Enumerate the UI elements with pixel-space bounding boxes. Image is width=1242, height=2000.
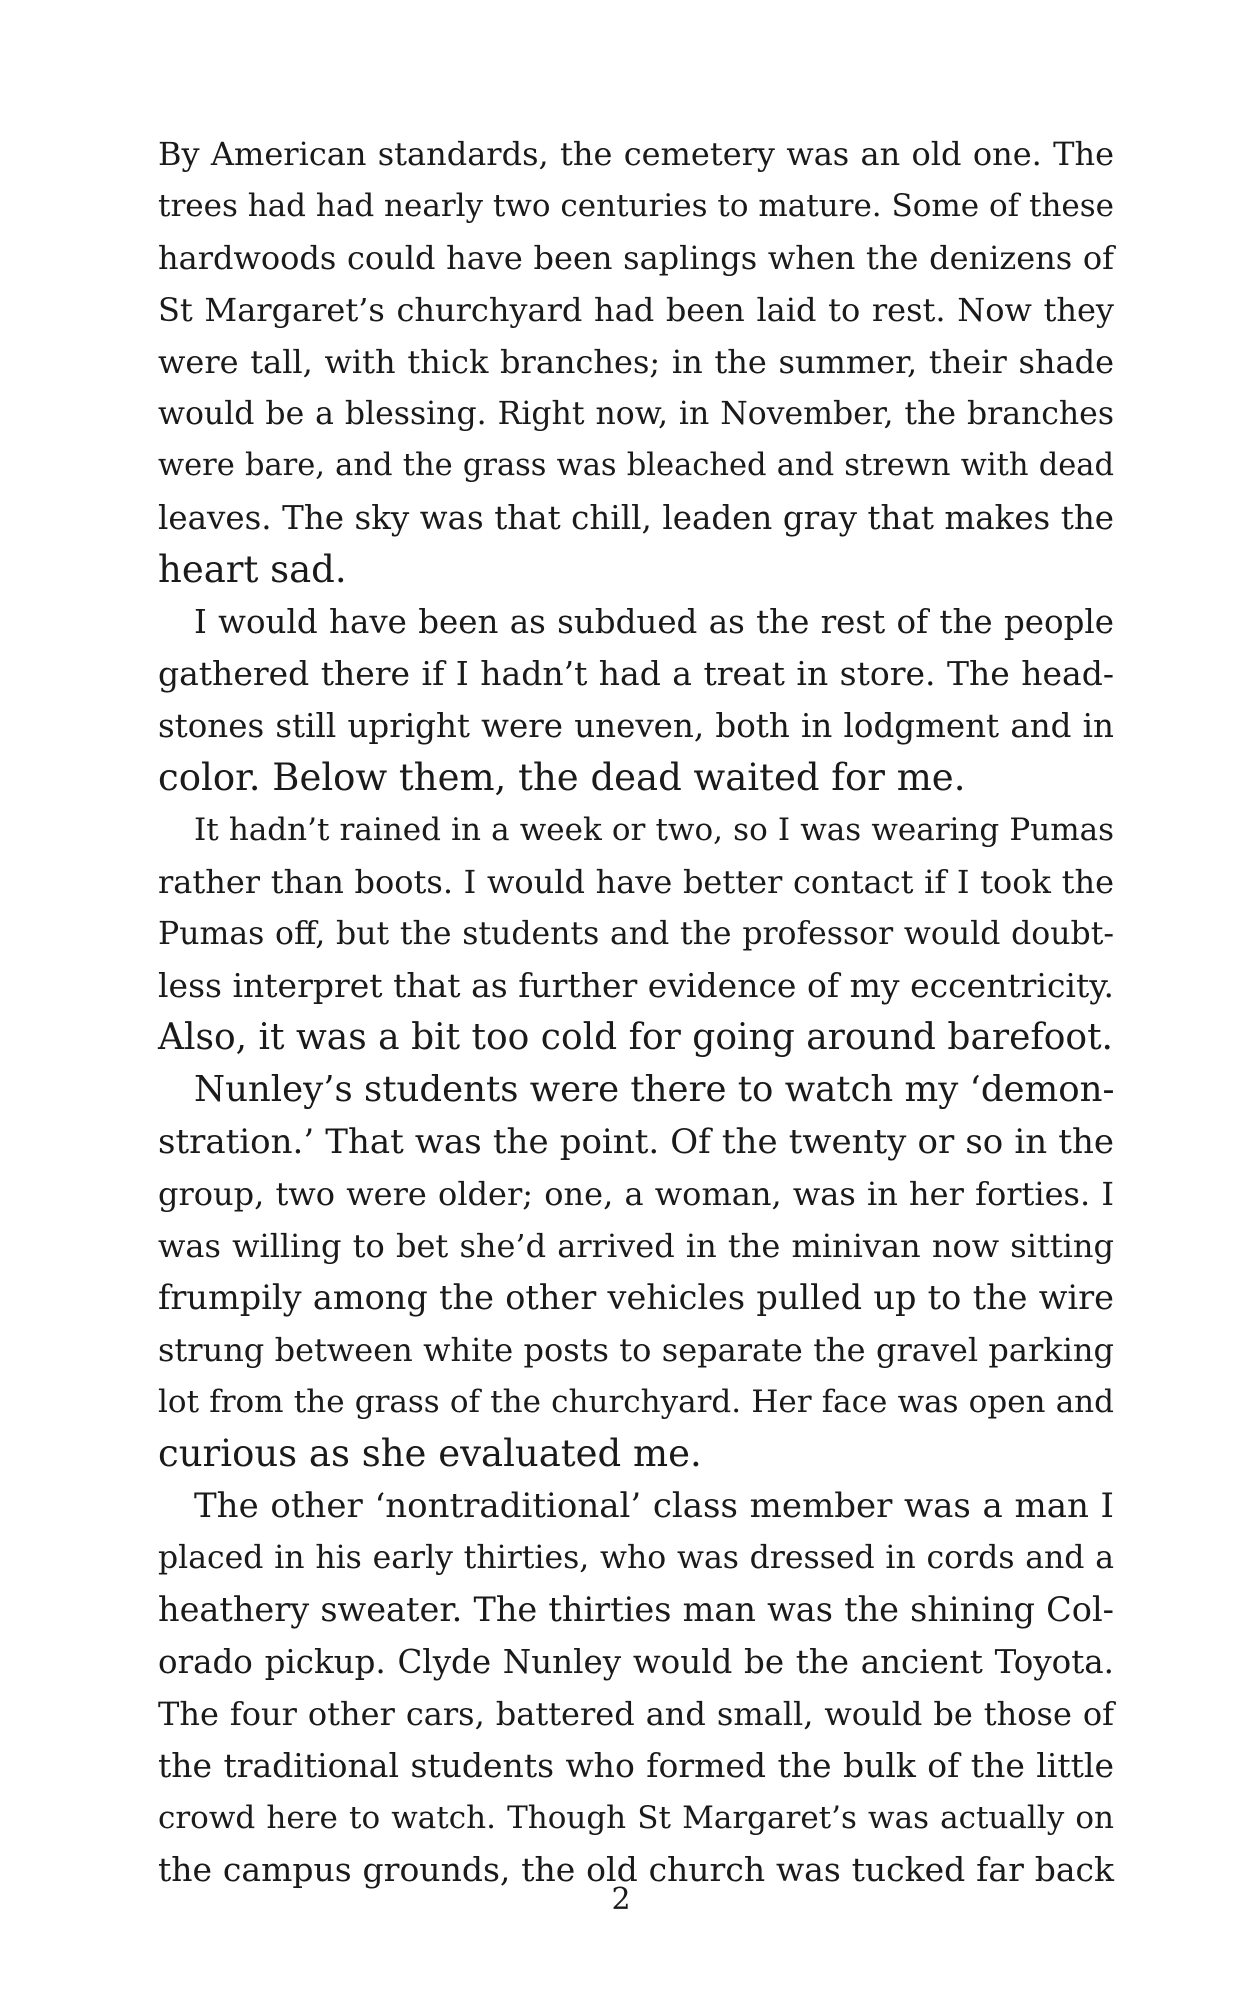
- book-page-text: [158, 128, 1114, 1896]
- paragraph-4: [158, 1064, 1114, 1480]
- text-line: the traditional students who formed the bulk of the little: [158, 1746, 1114, 1785]
- text-line: trees had had nearly two centuries to mature. Some of these: [158, 188, 1115, 224]
- text-line: leaves. The sky was that chill, leaden gray that makes the: [158, 499, 1114, 537]
- text-line: orado pickup. Clyde Nunley would be the ancient Toyota.: [158, 1643, 1114, 1681]
- text-line: Pumas off, but the students and the professor would doubt-: [158, 916, 1114, 952]
- page-number: 2: [611, 1882, 631, 1917]
- text-line: Also, it was a bit too cold for going around barefoot.: [158, 1017, 1114, 1058]
- text-line: I would have been as subdued as the rest of the people: [194, 603, 1114, 641]
- text-line: color. Below them, the dead waited for me.: [158, 756, 966, 799]
- text-line: would be a blessing. Right now, in November, the branches: [158, 396, 1114, 432]
- text-line: stones still upright were uneven, both in lodgment and in: [158, 707, 1114, 745]
- text-line: strung between white posts to separate the gravel parking: [158, 1331, 1114, 1369]
- text-line: the campus grounds, the old church was tucked far back: [158, 1850, 1114, 1889]
- paragraph-3: [158, 804, 1114, 1064]
- text-line: were tall, with thick branches; in the summer, their shade: [158, 343, 1114, 381]
- text-line: were bare, and the grass was bleached and strewn with dead: [158, 448, 1114, 483]
- text-line: group, two were older; one, a woman, was in her forties. I: [158, 1175, 1114, 1213]
- text-line: It hadn’t rained in a week or two, so I was wearing Pumas: [194, 812, 1114, 848]
- text-line: placed in his early thirties, who was dressed in cords and a: [158, 1540, 1114, 1576]
- text-line: St Margaret’s churchyard had been laid to rest. Now they: [158, 291, 1114, 329]
- text-line: heathery sweater. The thirties man was the shining Col-: [158, 1590, 1114, 1629]
- text-line: gathered there if I hadn’t had a treat in store. The head-: [158, 654, 1114, 693]
- text-line: By American standards, the cemetery was an old one. The: [158, 135, 1114, 173]
- text-line: less interpret that as further evidence of my eccentricity.: [158, 966, 1114, 1005]
- text-line: was willing to bet she’d arrived in the minivan now sitting: [158, 1227, 1114, 1265]
- text-line: Nunley’s students were there to watch my ‘demon-: [194, 1069, 1115, 1110]
- text-line: stration.’ That was the point. Of the twenty or so in the: [158, 1122, 1114, 1162]
- text-line: frumpily among the other vehicles pulled up to the wire: [158, 1278, 1114, 1317]
- text-line: crowd here to watch. Though St Margaret’s was actually on: [158, 1800, 1114, 1836]
- text-line: curious as she evaluated me.: [158, 1432, 702, 1475]
- text-line: heart sad.: [158, 548, 347, 591]
- text-line: hardwoods could have been saplings when the denizens of: [158, 239, 1114, 277]
- paragraph-5: [158, 1480, 1114, 1896]
- text-line: The other ‘nontraditional’ class member was a man I: [194, 1486, 1114, 1526]
- paragraph-2: [158, 596, 1114, 804]
- text-line: The four other cars, battered and small, would be those of: [158, 1695, 1114, 1733]
- text-line: rather than boots. I would have better contact if I took the: [158, 863, 1114, 901]
- text-line: lot from the grass of the churchyard. Her face was open and: [158, 1384, 1114, 1420]
- paragraph-1: [158, 128, 1114, 596]
